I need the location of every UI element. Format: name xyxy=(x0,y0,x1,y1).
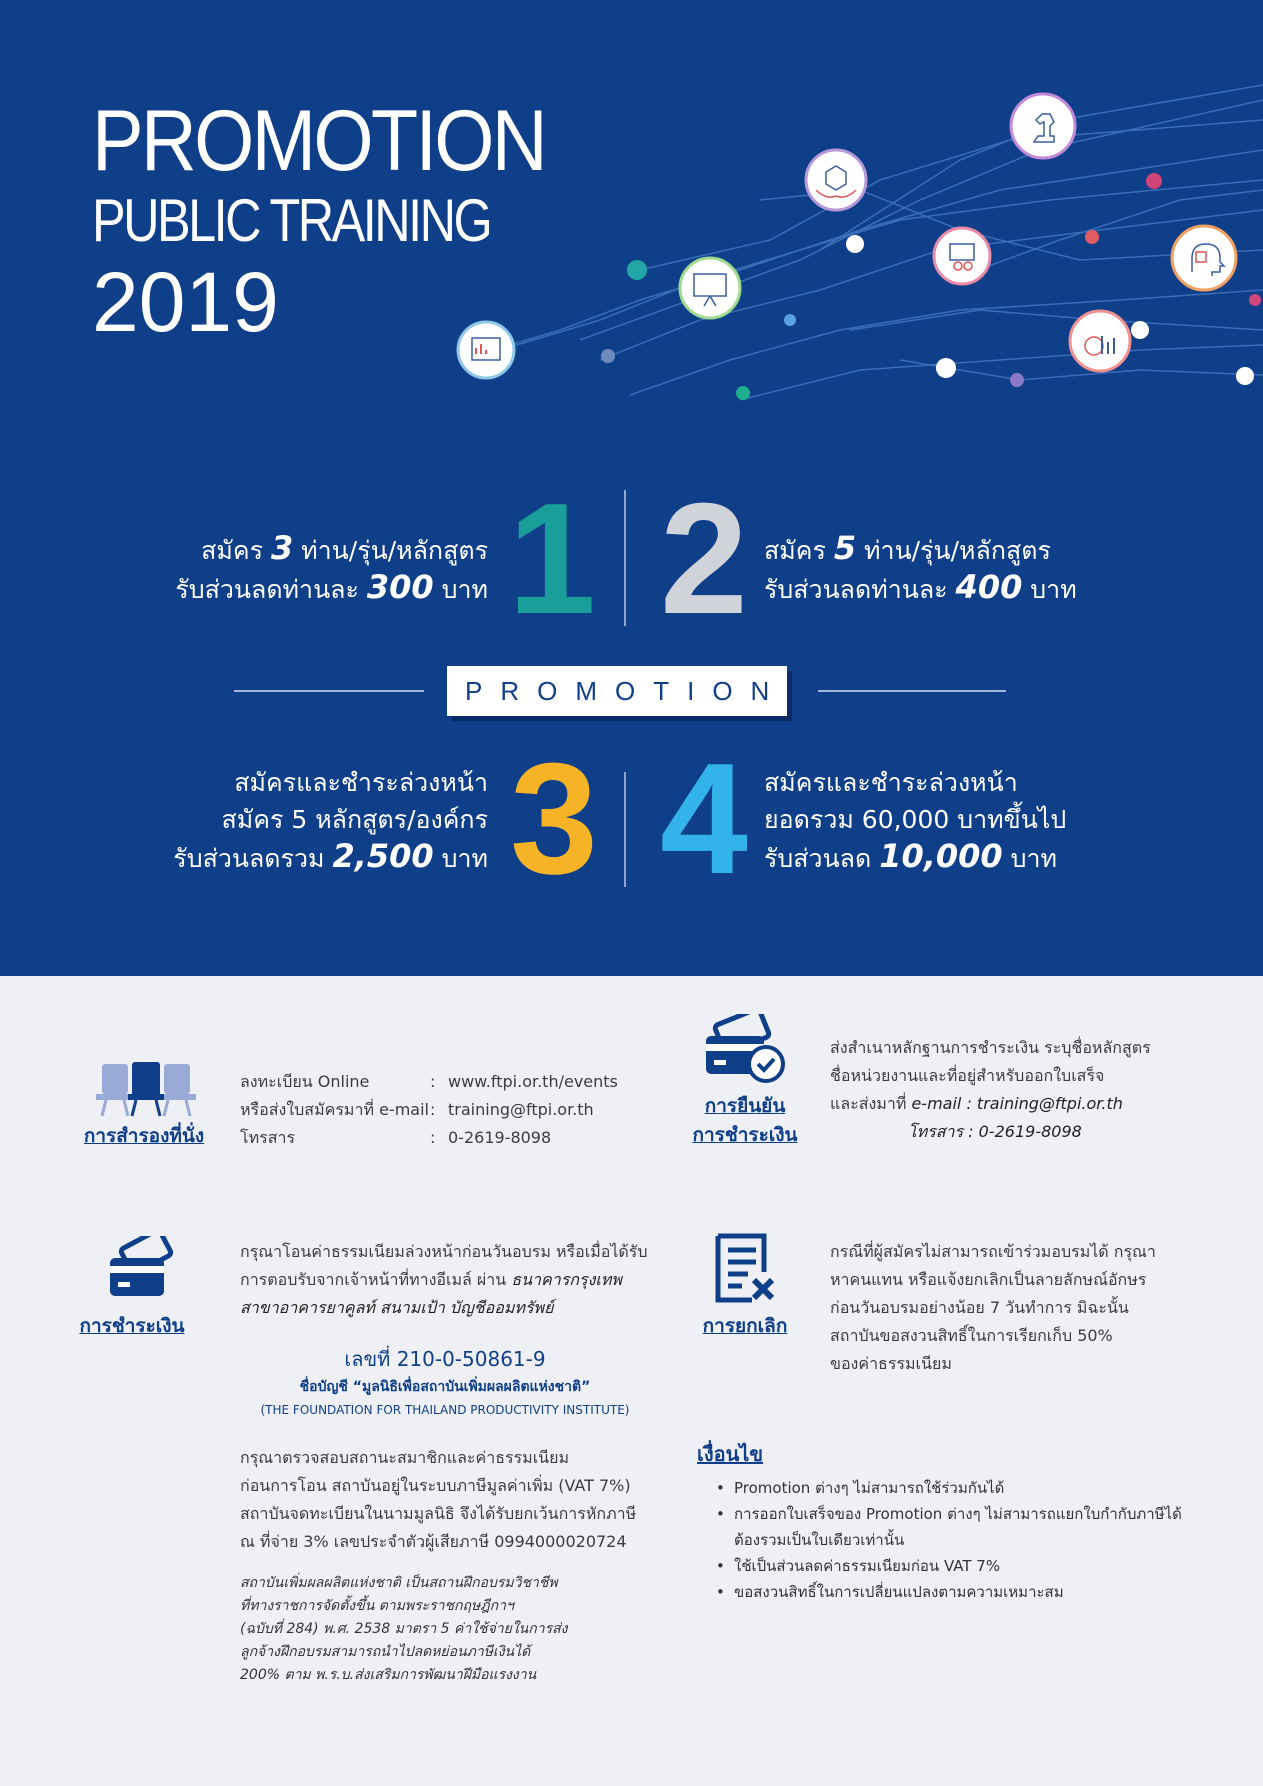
promotion-2-text: สมัคร 5 ท่าน/รุ่น/หลักสูตร รับส่วนลดท่านละ 400 บาท xyxy=(764,529,1077,606)
condition-item: • การออกใบเสร็จของ Promotion ต่างๆ ไม่สามารถแยกใบกำกับภาษีได้ xyxy=(716,1501,1182,1527)
card-check-icon xyxy=(702,1014,786,1088)
presentation-icon xyxy=(680,258,740,318)
payment-label: การชำระเงิน xyxy=(79,1315,185,1337)
vat-info: กรุณาตรวจสอบสถานะสมาชิกและค่าธรรมเนียม ก่อนการโอน สถาบันอยู่ในระบบภาษีมูลค่าเพิ่ม (VAT 7%) สถาบันจดทะเบียนในนามมูลนิธิ จึงได้รับยกเว้นการหักภาษี ณ ที่จ่าย 3% เลขประจำตัวผู้เสียภาษี 0994000020724 xyxy=(240,1448,637,1551)
reservation-details xyxy=(240,1068,618,1152)
meeting-icon xyxy=(934,228,990,284)
tax-deduction-note: สถาบันเพิ่มผลผลิตแห่งชาติ เป็นสถานฝึกอบรมวิชาชีพ ที่ทางราชการจัดตั้งขึ้น ตามพระราชกฤษฎีกาฯ (ฉบับที่ 284) พ.ศ. 2538 มาตรา 5 ค่าใช้จ่ายในการส่ง ลูกจ้างฝึกอบรมสามารถนำไปลดหย่อนภาษีเงินได้ 200% ตาม พ.ร.บ.ส่งเสริมการพัฒนาฝีมือแรงงาน xyxy=(240,1575,568,1683)
condition-item: • ขอสงวนสิทธิ์ในการเปลี่ยนแปลงตามความเหมาะสม xyxy=(716,1579,1182,1605)
head-puzzle-icon xyxy=(1172,226,1236,290)
title-line-1: PROMOTION xyxy=(92,93,545,189)
promotion-1-number: 1 xyxy=(508,471,596,647)
title-line-2: PUBLIC TRAINING xyxy=(92,187,491,254)
reservation-row-fax: โทรสาร : 0-2619-8098 xyxy=(240,1128,552,1147)
promotion-2-number: 2 xyxy=(660,471,748,647)
cancellation-label: การยกเลิก xyxy=(702,1315,788,1337)
divider-top xyxy=(624,490,626,626)
condition-item: • Promotion ต่างๆ ไม่สามารถใช้ร่วมกันได้ xyxy=(716,1475,1182,1501)
bank-account-number: เลขที่ 210-0-50861-9 xyxy=(344,1347,546,1371)
page-title xyxy=(92,93,595,349)
credit-card-icon xyxy=(108,1236,176,1302)
condition-item: • ใช้เป็นส่วนลดค่าธรรมเนียมก่อน VAT 7% xyxy=(716,1553,1182,1579)
confirm-payment-label: การยืนยัน การชำระเงิน xyxy=(692,1095,798,1146)
promotion-banner: PROMOTION xyxy=(447,666,787,716)
promotion-3-text: สมัครและชำระล่วงหน้า สมัคร 5 หลักสูตร/องค์กร รับส่วนลดรวม 2,500 บาท xyxy=(173,768,488,875)
banner-line-right xyxy=(818,690,1006,692)
events-link[interactable]: www.ftpi.or.th/events xyxy=(448,1072,618,1091)
reservation-label: การสำรองที่นั่ง xyxy=(83,1125,205,1147)
cancel-document-icon xyxy=(714,1232,776,1304)
payment-instructions: กรุณาโอนค่าธรรมเนียมล่วงหน้าก่อนวันอบรม หรือเมื่อได้รับ การตอบรับจากเจ้าหน้าที่ทางอีเมล์ ผ่าน ธนาคารกรุงเทพ สาขาอาคารยาคูลท์ สนามเป้า บัญชีออมทรัพย์ xyxy=(240,1242,648,1317)
title-year: 2019 xyxy=(92,255,279,349)
conditions-list xyxy=(716,1475,1182,1605)
seats-icon xyxy=(96,1060,196,1118)
promotion-1-text: สมัคร 3 ท่าน/รุ่น/หลักสูตร รับส่วนลดท่านละ 300 บาท xyxy=(175,529,488,606)
banner-line-left xyxy=(234,690,424,692)
reservation-row-email: หรือส่งใบสมัครมาที่ e-mail : training@ftpi.or.th xyxy=(240,1096,618,1124)
confirm-payment-text: ส่งสำเนาหลักฐานการชำระเงิน ระบุชื่อหลักสูตร ชื่อหน่วยงานและที่อยู่สำหรับออกใบเสร็จ และส่งมาที่ e-mail : training@ftpi.or.th โทรสาร : 0-2619-8098 xyxy=(830,1038,1151,1141)
finance-chart-icon xyxy=(1070,311,1130,371)
hands-box-icon xyxy=(806,150,866,210)
divider-bottom xyxy=(624,772,626,887)
condition-item-continued: ต้องรวมเป็นใบเดียวเท่านั้น xyxy=(734,1531,905,1549)
bank-account-name: ชื่อบัญชี “มูลนิธิเพื่อสถาบันเพิ่มผลผลิตแห่งชาติ” xyxy=(299,1379,591,1395)
promotion-4-number: 4 xyxy=(660,731,748,907)
chess-knight-icon xyxy=(1011,94,1075,158)
promotion-4-text: สมัครและชำระล่วงหน้า ยอดรวม 60,000 บาทขึ้นไป รับส่วนลด 10,000 บาท xyxy=(764,768,1067,875)
cancellation-text: กรณีที่ผู้สมัครไม่สามารถเข้าร่วมอบรมได้ กรุณา หาคนแทน หรือแจ้งยกเลิกเป็นลายลักษณ์อักษร ก่อนวันอบรมอย่างน้อย 7 วันทำการ มิฉะนั้น สถาบันขอสงวนสิทธิ์ในการเรียกเก็บ 50% ของค่าธรรมเนียม xyxy=(830,1242,1156,1373)
conditions-title: เงื่อนไข xyxy=(697,1442,764,1466)
bank-account-name-en: (THE FOUNDATION FOR THAILAND PRODUCTIVITY INSTITUTE) xyxy=(260,1403,630,1417)
promotion-3-number: 3 xyxy=(510,731,598,907)
reservation-row-online: ลงทะเบียน Online : www.ftpi.or.th/events xyxy=(240,1068,618,1096)
training-email-link[interactable]: training@ftpi.or.th xyxy=(448,1100,594,1119)
